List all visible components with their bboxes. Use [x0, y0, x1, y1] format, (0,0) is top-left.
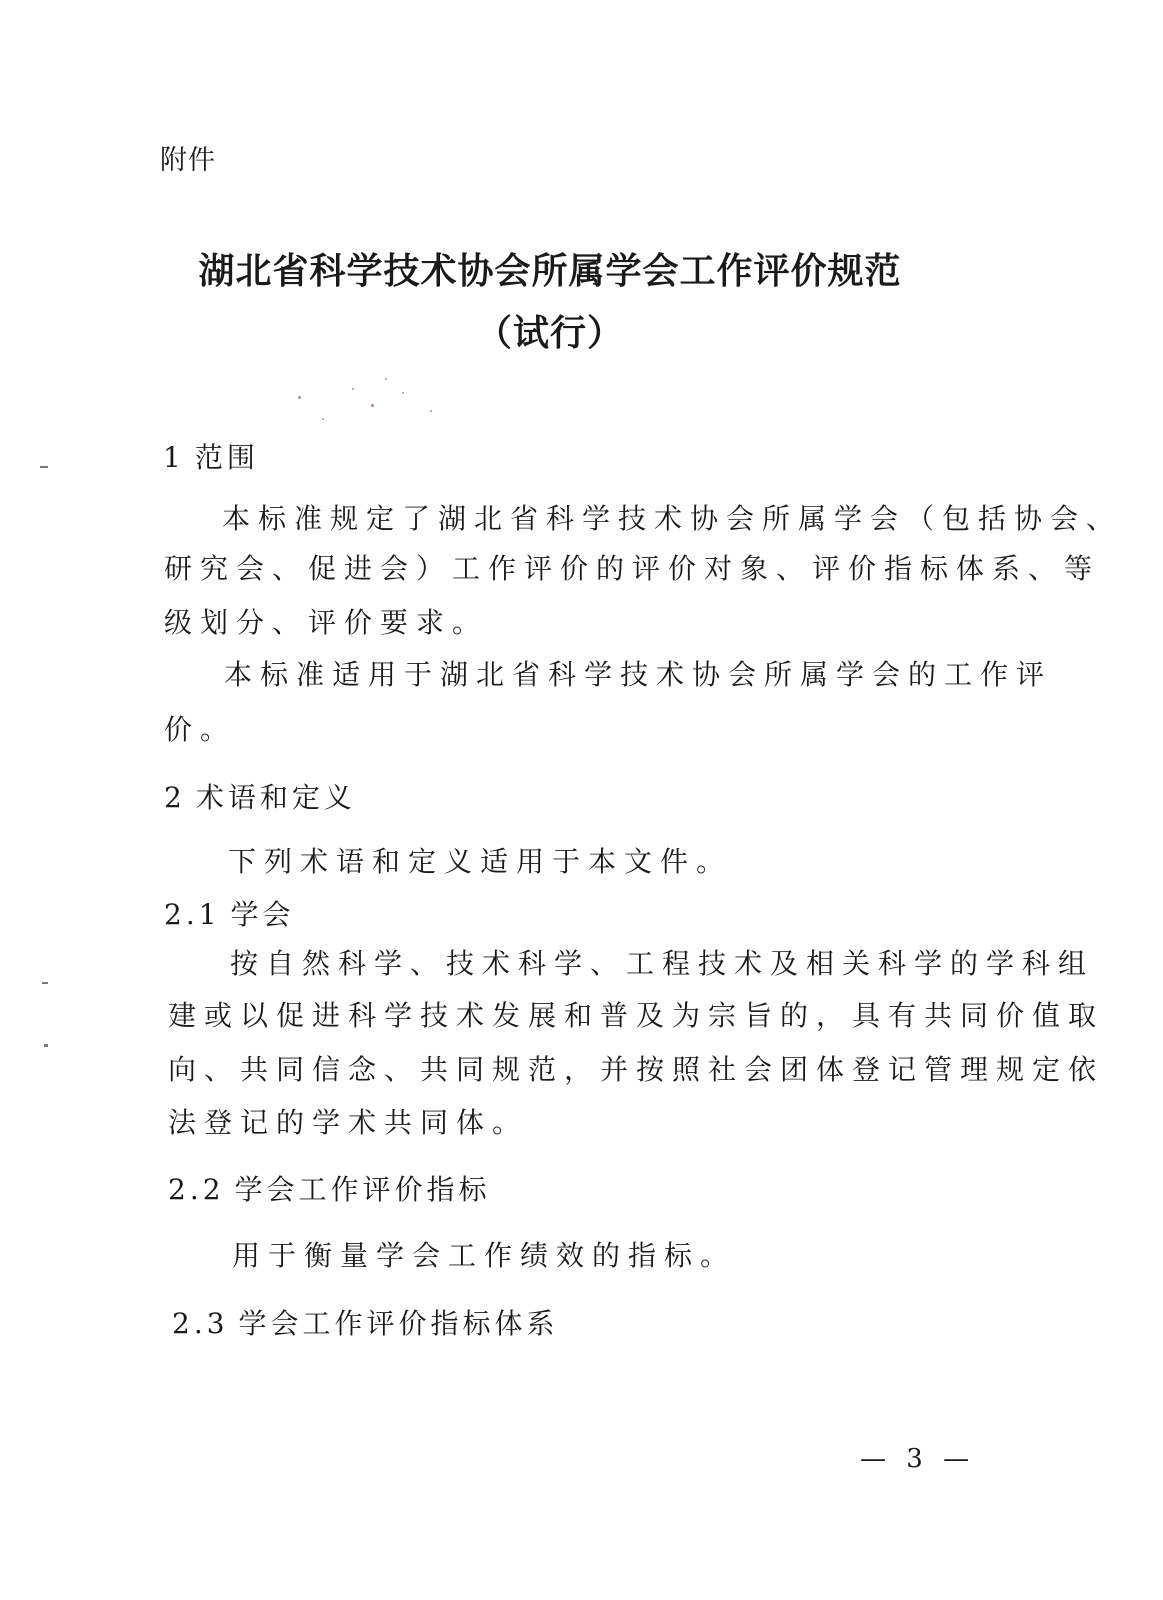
attachment-label: 附件: [160, 145, 216, 176]
section-number: 2: [164, 781, 186, 814]
paragraph-line: 法登记的学术共同体。: [168, 1106, 529, 1139]
paragraph-line: 向、共同信念、共同规范，并按照社会团体登记管理规定依: [168, 1053, 1105, 1086]
scan-margin-mark: [42, 982, 48, 984]
paragraph-line: 研究会、促进会）工作评价的评价对象、评价指标体系、等: [164, 552, 1101, 585]
scan-margin-mark: [44, 1044, 48, 1047]
subsection-2-3-heading: [172, 1302, 559, 1342]
scan-speck: [298, 396, 301, 399]
section-number: 2.2: [168, 1173, 225, 1206]
section-title: 学会: [230, 898, 295, 931]
scan-speck: [385, 378, 387, 380]
section-title: 学会工作评价指标体系: [238, 1307, 559, 1340]
paragraph-line: 价。: [164, 713, 237, 746]
section-1-heading: [163, 436, 259, 476]
section-number: 2.3: [172, 1307, 229, 1340]
section-title: 范围: [194, 441, 259, 474]
scan-speck: [430, 410, 432, 412]
document-title: 湖北省科学技术协会所属学会工作评价规范: [198, 250, 902, 292]
scan-speck: [352, 388, 354, 390]
page-number: — 3 —: [860, 1444, 976, 1474]
paragraph-line: 级划分、评价要求。: [164, 606, 489, 639]
document-subtitle: （试行）: [475, 312, 624, 354]
paragraph-line: 建或以促进科学技术发展和普及为宗旨的，具有共同价值取: [168, 999, 1105, 1032]
paragraph-line: 用于衡量学会工作绩效的指标。: [232, 1239, 737, 1272]
scan-margin-mark: [40, 466, 48, 468]
subsection-2-2-heading: [168, 1168, 491, 1208]
subsection-2-1-heading: [164, 893, 295, 933]
scan-speck: [371, 404, 374, 407]
scan-speck: [322, 418, 324, 420]
section-number: 2.1: [164, 898, 221, 931]
paragraph-line: 下列术语和定义适用于本文件。: [228, 845, 733, 878]
paragraph-line: 本标准适用于湖北省科学技术协会所属学会的工作评: [224, 658, 1053, 691]
section-2-heading: [164, 776, 356, 816]
paragraph-line: 按自然科学、技术科学、工程技术及相关科学的学科组: [230, 947, 1095, 980]
section-title: 术语和定义: [195, 781, 356, 814]
scan-speck: [402, 392, 404, 394]
section-number: 1: [163, 441, 185, 474]
section-title: 学会工作评价指标: [234, 1173, 491, 1206]
paragraph-line: 本标准规定了湖北省科学技术协会所属学会（包括协会、: [222, 502, 1123, 535]
